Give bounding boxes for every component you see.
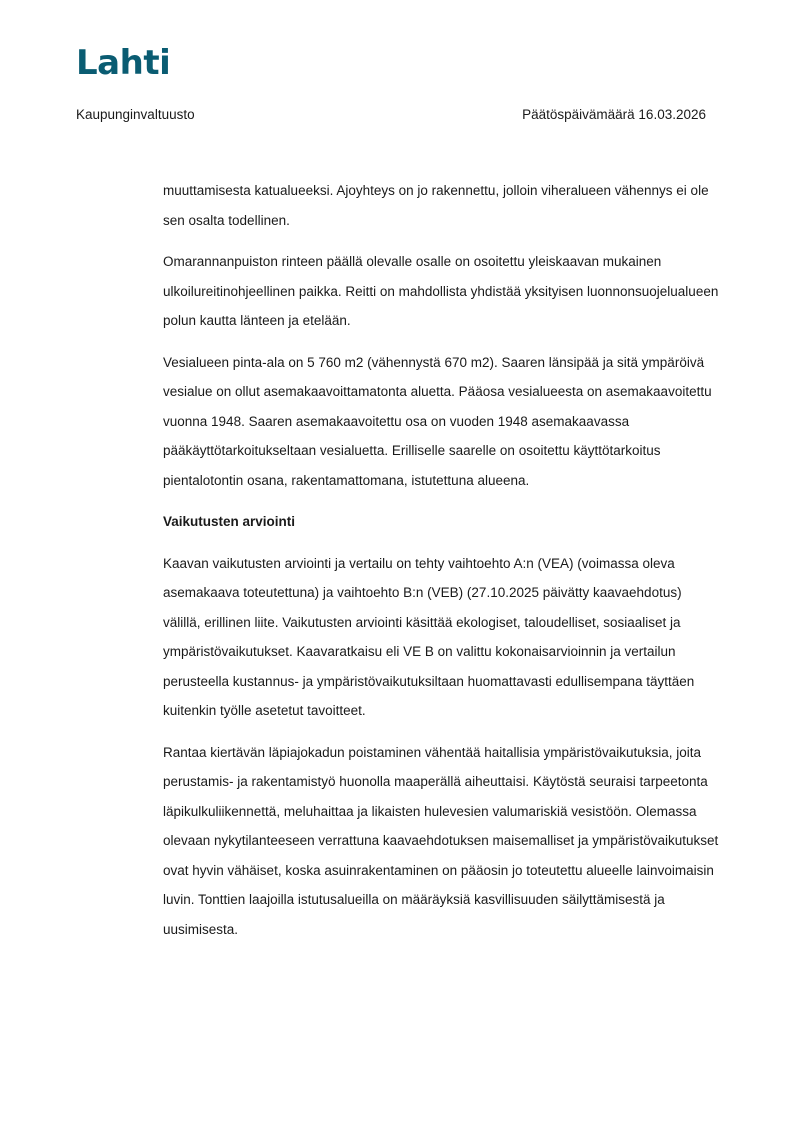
section-heading: Vaikutusten arviointi: [163, 514, 296, 529]
paragraph-4: Kaavan vaikutusten arviointi ja vertailu on tehty vaihtoehto A:n (VEA) (voimassa oleva asemakaava toteutettuna) ja vaihtoehto B:n (VEB) (27.10.2025 päivätty kaavaehdotus) välillä, erillinen liite. Vaikutusten arviointi käsittää ekologiset, taloudelliset, sosiaaliset ja ympäristövaikutukset. Kaavaratkaisu eli VE B on valittu kokonaisarvioinnin ja vertailun perusteella kustannus- ja ympäristövaikutuksiltaan huomattavasti edullisempana täyttäen kuitenkin työlle asetetut tavoitteet.: [163, 555, 695, 718]
lahti-logo: Lahti: [76, 43, 171, 83]
document-body: [163, 176, 721, 956]
paragraph-3: Vesialueen pinta-ala on 5 760 m2 (vähennystä 670 m2). Saaren länsipää ja sitä ympäröivä vesialue on ollut asemakaavoittamatonta aluetta. Pääosa vesialueesta on asemakaavoitettu vuonna 1948. Saaren asemakaavoitettu osa on vuoden 1948 asemakaavassa pääkäyttötarkoitukseltaan vesialuetta. Erilliselle saarelle on osoitettu käyttötarkoitus pientalotontin osana, rakentamattomana, istutettuna alueena.: [163, 354, 712, 488]
paragraph-2: Omarannanpuiston rinteen päällä olevalle osalle on osoitettu yleiskaavan mukainen ulkoilureitinohjeellinen paikka. Reitti on mahdollista yhdistää yksityisen luonnonsuojelualueen polun kautta länteen ja etelään.: [163, 254, 719, 328]
organization-name: Kaupunginvaltuusto: [76, 107, 195, 122]
decision-date: Päätöspäivämäärä 16.03.2026: [522, 107, 706, 122]
paragraph-5: Rantaa kiertävän läpiajokadun poistaminen vähentää haitallisia ympäristövaikutuksia, joita perustamis- ja rakentamistyö huonolla maaperällä aiheuttaisi. Käytöstä seuraisi tarpeetonta läpikulkuliikennettä, meluhaittaa ja likaisten hulevesien valumariskiä vesistöön. Olemassa olevaan nykytilanteeseen verrattuna kaavaehdotuksen maisemalliset ja ympäristövaikutukset ovat hyvin vähäiset, koska asuinrakentaminen on pääosin jo toteutettu alueelle lainvoimaisin luvin. Tonttien laajoilla istutusalueilla on määräyksiä kasvillisuuden säilyttämisestä ja uusimisesta.: [163, 744, 719, 937]
paragraph-1: muuttamisesta katualueeksi. Ajoyhteys on jo rakennettu, jolloin viheralueen vähennys ei ole sen osalta todellinen.: [163, 183, 709, 228]
